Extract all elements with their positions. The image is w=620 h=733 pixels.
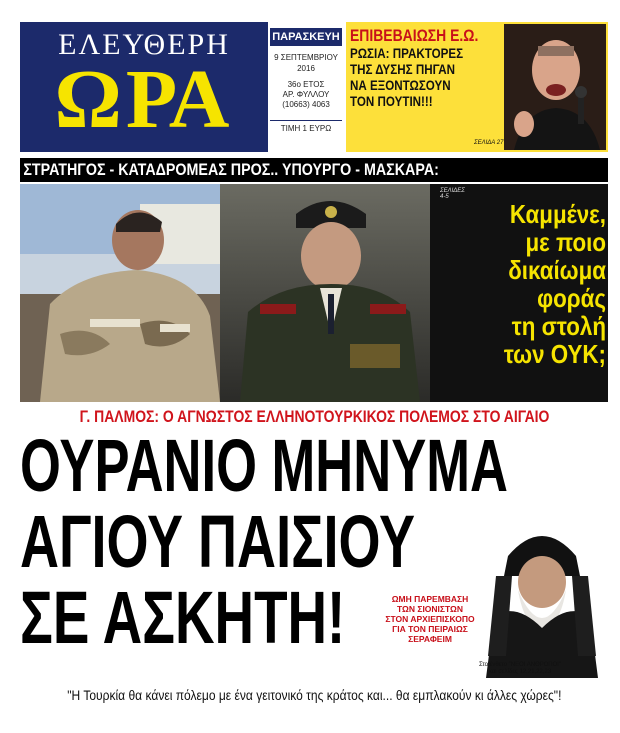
subhead-text: Γ. ΠΑΛΜΟΣ: Ο ΑΓΝΩΣΤΟΣ ΕΛΛΗΝΟΤΟΥΡΚΙΚΟΣ ΠΟΛΕΜΟΣ ΣΤΟ ΑΙΓΑΙΟ	[79, 407, 549, 426]
issue-date-line2: 2016	[297, 64, 315, 73]
side-note-line1: ΩΜΗ ΠΑΡΕΜΒΑΣΗ	[391, 594, 469, 604]
monk-caption	[460, 662, 580, 676]
monk-caption-line1: Στο ένθετο "ΝΕΟΙ ΑΝΘΡΩΠΟΙ"	[478, 662, 562, 668]
main-headline-line3: ΣΕ ΑΣΚΗΤΗ!	[20, 576, 346, 659]
side-note	[380, 594, 480, 644]
lead-headline-line2: με ποιο	[525, 227, 606, 257]
bottom-quote	[20, 684, 608, 706]
side-note-line2: ΤΩΝ ΣΙΟΝΙΣΤΩΝ	[396, 604, 464, 614]
main-headline-line1: ΟΥΡΑΝΙΟ ΜΗΝΥΜΑ	[20, 424, 508, 507]
photo-pages-ref: ΣΕΛΙΔΕΣ 4-5	[440, 188, 465, 200]
strap-text: ΣΤΡΑΤΗΓΟΣ - ΚΑΤΑΔΡΟΜΕΑΣ ΠΡΟΣ.. ΥΠΟΥΡΓΟ - ΜΑΣΚΑΡΑ:	[23, 160, 439, 179]
photo-general-fatigues	[20, 184, 220, 402]
issue-number-line3: (10663) 4063	[282, 100, 330, 109]
teaser-title: ΕΠΙΒΕΒΑΙΩΣΗ Ε.Ω.	[350, 26, 479, 45]
bottom-quote-text: "Η Τουρκία θα κάνει πόλεμο με ένα γειτονικό της κράτος και... θα εμπλακούν κι άλλες χώρες"!	[66, 687, 562, 703]
issue-number	[270, 80, 342, 110]
lead-story-photos[interactable]	[20, 184, 608, 402]
issue-day: ΠΑΡΑΣΚΕΥΗ	[270, 28, 342, 46]
masthead-top-word: ΕΛΕΥΘΕΡΗ	[58, 28, 230, 61]
newspaper-front-page	[6, 6, 614, 727]
masthead-title: ΩΡΑ	[54, 53, 234, 146]
lead-headline-line5: τη στολή	[511, 311, 606, 341]
teaser-line1: ΡΩΣΙΑ: ΠΡΑΚΤΟΡΕΣ	[350, 46, 464, 61]
monk-photo	[476, 516, 608, 678]
teaser-body	[350, 46, 522, 110]
issue-number-line2: ΑΡ. ΦΥΛΛΟΥ	[282, 90, 330, 99]
side-note-line3: ΣΤΟΝ ΑΡΧΙΕΠΙΣΚΟΠΟ	[385, 614, 475, 624]
lead-headline-line3: δικαίωμα	[508, 255, 606, 285]
monk-caption-line2: και σελίδες 12,21,22,23	[488, 669, 552, 675]
portrait-photo-icon	[504, 24, 606, 150]
teaser-photo	[504, 24, 606, 150]
side-note-line4: ΓΙΑ ΤΟΝ ΠΕΙΡΑΙΩΣ	[392, 624, 468, 634]
issue-date-line1: 9 ΣΕΠΤΕΜΒΡΙΟΥ	[274, 53, 338, 62]
lead-headline-line4: φοράς	[537, 283, 606, 313]
teaser-page-ref: ΣΕΛΙΔΑ 27	[474, 140, 504, 146]
lead-headline-line6: των ΟΥΚ;	[503, 339, 606, 369]
issue-number-line1: 36ο ΕΤΟΣ	[287, 80, 325, 89]
main-headline-line2: ΑΓΙΟΥ ΠΑΙΣΙΟΥ	[20, 500, 416, 583]
teaser-line3: ΝΑ ΕΞΟΝΤΩΣΟΥΝ	[350, 78, 451, 93]
photo-general-uniform	[220, 184, 465, 402]
teaser-line4: ΤΟΝ ΠΟΥΤΙΝ!!!	[350, 94, 433, 109]
masthead	[20, 22, 268, 152]
issue-price: ΤΙΜΗ 1 ΕΥΡΩ	[270, 120, 342, 133]
teaser-line2: ΤΗΣ ΔΥΣΗΣ ΠΗΓΑΝ	[350, 62, 456, 77]
side-note-line5: ΣΕΡΑΦΕΙΜ	[408, 634, 452, 644]
monk-photo-icon	[476, 516, 608, 678]
lead-headline-question	[440, 200, 606, 368]
issue-info-box	[270, 22, 342, 152]
officer-photo-icon	[220, 184, 430, 402]
soldier-photo-icon	[20, 184, 220, 402]
strap-headline[interactable]	[20, 158, 608, 182]
teaser-box[interactable]	[346, 22, 608, 152]
issue-date	[270, 52, 342, 74]
lead-headline-line1: Καμμένε,	[509, 199, 606, 229]
